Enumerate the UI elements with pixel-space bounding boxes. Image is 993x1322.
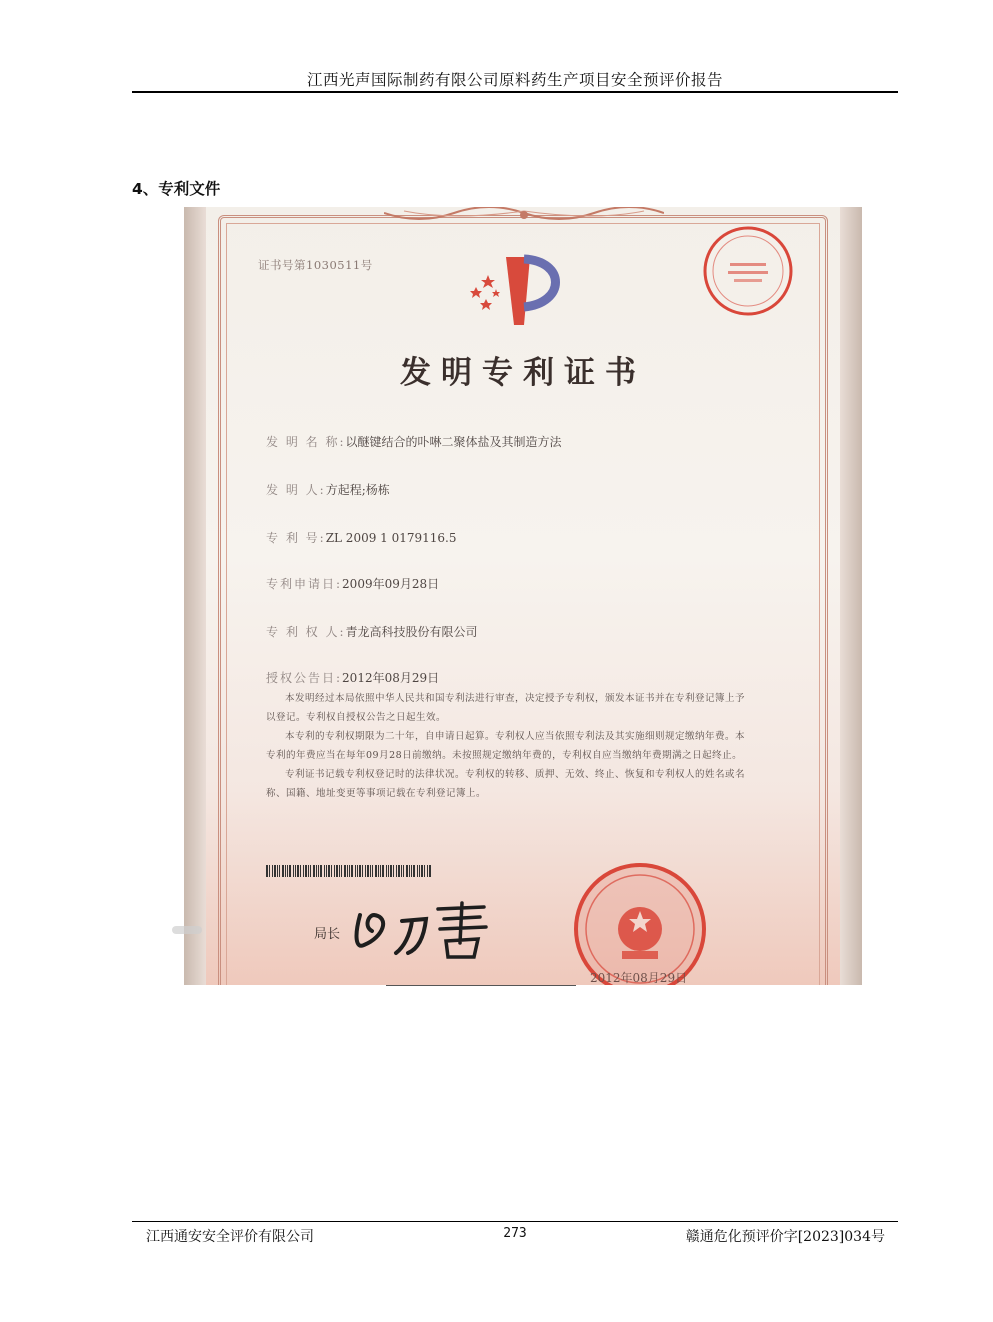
- field-value: 方起程;杨栋: [325, 483, 390, 497]
- patent-certificate-photo: [184, 207, 862, 985]
- body-paragraph: 本专利的专利权期限为二十年，自申请日起算。专利权人应当依照专利法及其实施细则规定缴纳年费。本专利的年费应当在每年09月28日前缴纳。未按照规定缴纳年费的，专利权自应当缴纳年费期满之日起终止。: [266, 731, 746, 761]
- header-title: 江西光声国际制药有限公司原料药生产项目安全预评价报告: [306, 71, 723, 89]
- field-patent-number: [266, 529, 457, 546]
- certificate-title: 发明专利证书: [400, 355, 646, 391]
- certificate-number: 证书号第1030511号: [258, 258, 373, 272]
- director-signature-icon: [314, 897, 504, 961]
- field-label: 发 明 名 称:: [266, 435, 346, 449]
- field-inventor: [266, 481, 390, 498]
- underline-rule: [386, 985, 576, 986]
- scan-smudge: [172, 926, 202, 934]
- seal-date: 2012年08月29日: [590, 971, 688, 985]
- office-stamp-icon: [700, 223, 796, 319]
- section-heading: 4、专利文件: [132, 180, 221, 198]
- field-value: ZL 2009 1 0179116.5: [325, 531, 457, 545]
- field-value: 2009年09月28日: [342, 577, 440, 591]
- field-label: 专利申请日:: [266, 577, 343, 591]
- field-invention-name: [266, 433, 562, 450]
- field-application-date: [266, 575, 439, 592]
- patent-office-logo-icon: [466, 249, 576, 329]
- field-patentee: [266, 623, 478, 640]
- footer-rule: [132, 1221, 898, 1222]
- top-ornament-icon: [384, 207, 664, 227]
- field-value: 青龙高科技股份有限公司: [345, 625, 478, 639]
- footer-document-number: 赣通危化预评价字[2023]034号: [685, 1229, 885, 1245]
- footer-company: 江西通安安全评价有限公司: [146, 1229, 314, 1245]
- field-grant-date: [266, 669, 439, 686]
- photo-edge-right: [840, 207, 862, 985]
- field-label: 授权公告日:: [266, 671, 343, 685]
- header-rule: [132, 91, 898, 93]
- barcode-icon: [266, 865, 434, 877]
- body-paragraph: 专利证书记载专利权登记时的法律状况。专利权的转移、质押、无效、终止、恢复和专利权人的姓名或名称、国籍、地址变更等事项记载在专利登记簿上。: [266, 769, 746, 799]
- field-label: 专 利 权 人:: [266, 625, 346, 639]
- certificate-body-text: [266, 689, 746, 803]
- body-paragraph: 本发明经过本局依照中华人民共和国专利法进行审查，决定授予专利权，颁发本证书并在专利登记簿上予以登记。专利权自授权公告之日起生效。: [266, 693, 746, 723]
- national-ip-seal-icon: [570, 859, 710, 985]
- photo-edge-left: [184, 207, 206, 985]
- field-label: 发 明 人:: [266, 483, 326, 497]
- signature-label: 局长: [314, 927, 341, 942]
- page-number: 273: [503, 1226, 527, 1241]
- field-value: 2012年08月29日: [342, 671, 440, 685]
- field-label: 专 利 号:: [266, 531, 326, 545]
- field-value: 以醚键结合的卟啉二聚体盐及其制造方法: [345, 435, 562, 449]
